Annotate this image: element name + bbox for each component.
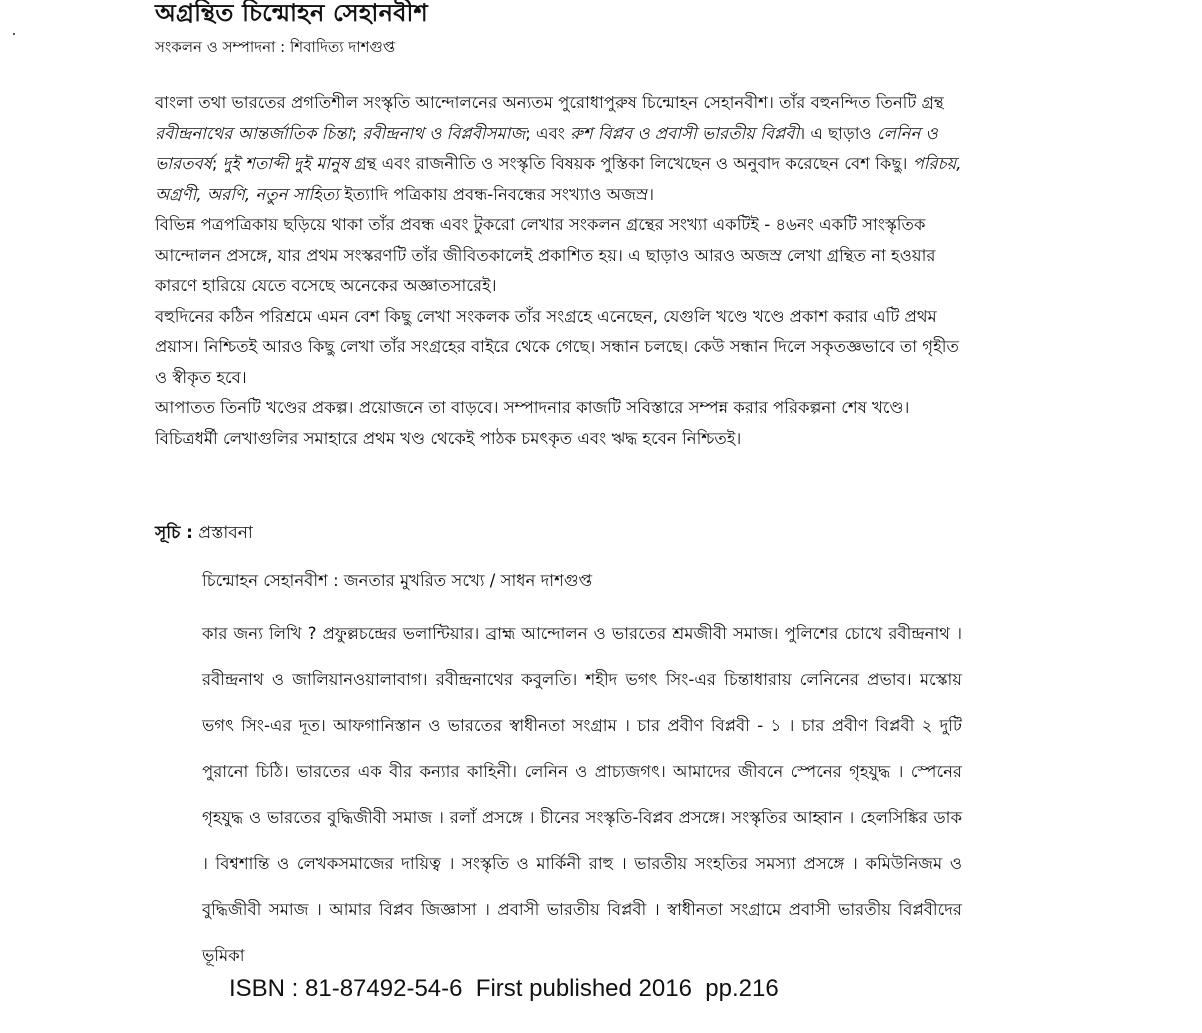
page-subtitle: সংকলন ও সম্পাদনা : শিবাদিত্য দাশগুপ্ত bbox=[155, 38, 396, 56]
stray-mark bbox=[13, 33, 15, 35]
book-title-3: রুশ বিপ্লব ও প্রবাসী ভারতীয় বিপ্লবী bbox=[570, 123, 800, 143]
intro-p1-end: ইত্যাদি পত্রিকায় প্রবন্ধ-নিবন্ধের সংখ্যাও অজস্র। bbox=[338, 184, 654, 204]
intro-p1-start: বাংলা তথা ভারতের প্রগতিশীল সংস্কৃতি আন্দোলনের অন্যতম পুরোধাপুরুষ চিন্মোহন সেহানবীশ। তাঁর বহুনন্দিত তিনটি গ্রন্থ bbox=[155, 93, 944, 112]
book-title-1: রবীন্দ্রনাথের আন্তর্জাতিক চিন্তা bbox=[155, 123, 352, 143]
book-title-5: দুই শতাব্দী দুই মানুষ bbox=[222, 154, 350, 173]
toc-heading bbox=[155, 518, 253, 548]
intro-p1-mid2: গ্রন্থ এবং রাজনীতি ও সংস্কৃতি বিষয়ক পুস্তিকা লিখেছেন ও অনুবাদ করেছেন বেশ কিছু। bbox=[349, 154, 913, 173]
toc-label: সূচি : bbox=[155, 523, 193, 543]
intro-p1-sep1: ; bbox=[351, 123, 363, 143]
intro-paragraph-2: বিভিন্ন পত্রপত্রিকায় ছড়িয়ে থাকা তাঁর প্রবন্ধ এবং টুকরো লেখার সংকলন গ্রন্থের সংখ্যা একটিই - ৪৬নং একটি সাংস্কৃতিক আন্দোলন প্রসঙ্গে, যার প্রথম সংস্করণটি তাঁর জীবিতকালেই প্রকাশিত হয়। এ ছাড়াও আরও অজস্র লেখা গ্রন্থিত না হওয়ার কারণে হারিয়ে যেতে বসেছে অনেকের অজ্ঞাতসারেই। bbox=[155, 215, 936, 295]
intro-p1-sep2: ; এবং bbox=[525, 123, 571, 143]
magazine-names: পরিচয়, অগ্রণী, অরণি, নতুন সাহিত্য bbox=[155, 154, 962, 204]
book-title-4: লেনিন ও ভারতবর্ষ bbox=[155, 123, 938, 173]
intro-text bbox=[155, 88, 975, 454]
page-title: অগ্রন্থিত চিন্মোহন সেহানবীশ bbox=[155, 0, 428, 27]
toc-first-item: প্রস্তাবনা bbox=[198, 523, 253, 543]
intro-paragraph-3: বহুদিনের কঠিন পরিশ্রমে এমন বেশ কিছু লেখা সংকলক তাঁর সংগ্রহে এনেছেন, যেগুলি খণ্ডে খণ্ডে প্রকাশ করার এটি প্রথম প্রয়াস। নিশ্চিতই আরও কিছু লেখা তাঁর সংগ্রহের বাইরে থেকে গেছে। সন্ধান চলছে। কেউ সন্ধান দিলে সকৃতজ্ঞভাবে তা গৃহীত ও স্বীকৃত হবে। bbox=[155, 306, 959, 387]
intro-p1-mid: । এ ছাড়াও bbox=[799, 123, 877, 143]
intro-paragraph-1 bbox=[155, 88, 975, 210]
intro-paragraph-4: আপাতত তিনটি খণ্ডের প্রকল্প। প্রয়োজনে তা বাড়বে। সম্পাদনার কাজটি সবিস্তারে সম্পন্ন করার পরিকল্পনা শেষ খণ্ডে। বিচিত্রধর্মী লেখাগুলির সমাহারে প্রথম খণ্ড থেকেই পাঠক চমৎকৃত এবং ঋদ্ধ হবেন নিশ্চিতই। bbox=[155, 398, 910, 448]
book-title-2: রবীন্দ্রনাথ ও বিপ্লবীসমাজ bbox=[362, 123, 526, 143]
isbn-footer: ISBN : 81-87492-54-6 First published 2016 pp.216 bbox=[229, 975, 779, 1002]
toc-items: কার জন্য লিখি ? প্রফুল্লচন্দ্রের ভলান্টিয়ার। ব্রাহ্ম আন্দোলন ও ভারতের শ্রমজীবী সমাজ। পুলিশের চোখে রবীন্দ্রনাথ । রবীন্দ্রনাথ ও জালিয়ানওয়ালাবাগ। রবীন্দ্রনাথের কবুলতি। শহীদ ভগৎ সিং-এর চিন্তাধারায় লেনিনের প্রভাব। মস্কোয় ভগৎ সিং-এর দূত। আফগানিস্তান ও ভারতের স্বাধীনতা সংগ্রাম । চার প্রবীণ বিপ্লবী - ১ । চার প্রবীণ বিপ্লবী ২ দুটি পুরানো চিঠি। ভারতের এক বীর কন্যার কাহিনী। লেনিন ও প্রাচ্যজগৎ। আমাদের জীবনে স্পেনের গৃহযুদ্ধ । স্পেনের গৃহযুদ্ধ ও ভারতের বুদ্ধিজীবী সমাজ । রলাঁ প্রসঙ্গে । চীনের সংস্কৃতি-বিপ্লব প্রসঙ্গে। সংস্কৃতির আহ্বান । হেলসিঙ্কির ডাক । বিশ্বশান্তি ও লেখকসমাজের দায়িত্ব । সংস্কৃতি ও মার্কিনী রাহু । ভারতীয় সংহতির সমস্যা প্রসঙ্গে । কমিউনিজম ও বুদ্ধিজীবী সমাজ । আমার বিপ্লব জিজ্ঞাসা । প্রবাসী ভারতীয় বিপ্লবী । স্বাধীনতা সংগ্রামে প্রবাসী ভারতীয় বিপ্লবীদের ভূমিকা bbox=[202, 624, 962, 965]
intro-p1-sep3: ; bbox=[211, 154, 223, 173]
toc-intro-line: চিন্মোহন সেহানবীশ : জনতার মুখরিত সখ্যে / সাধন দাশগুপ্ত bbox=[202, 571, 593, 590]
